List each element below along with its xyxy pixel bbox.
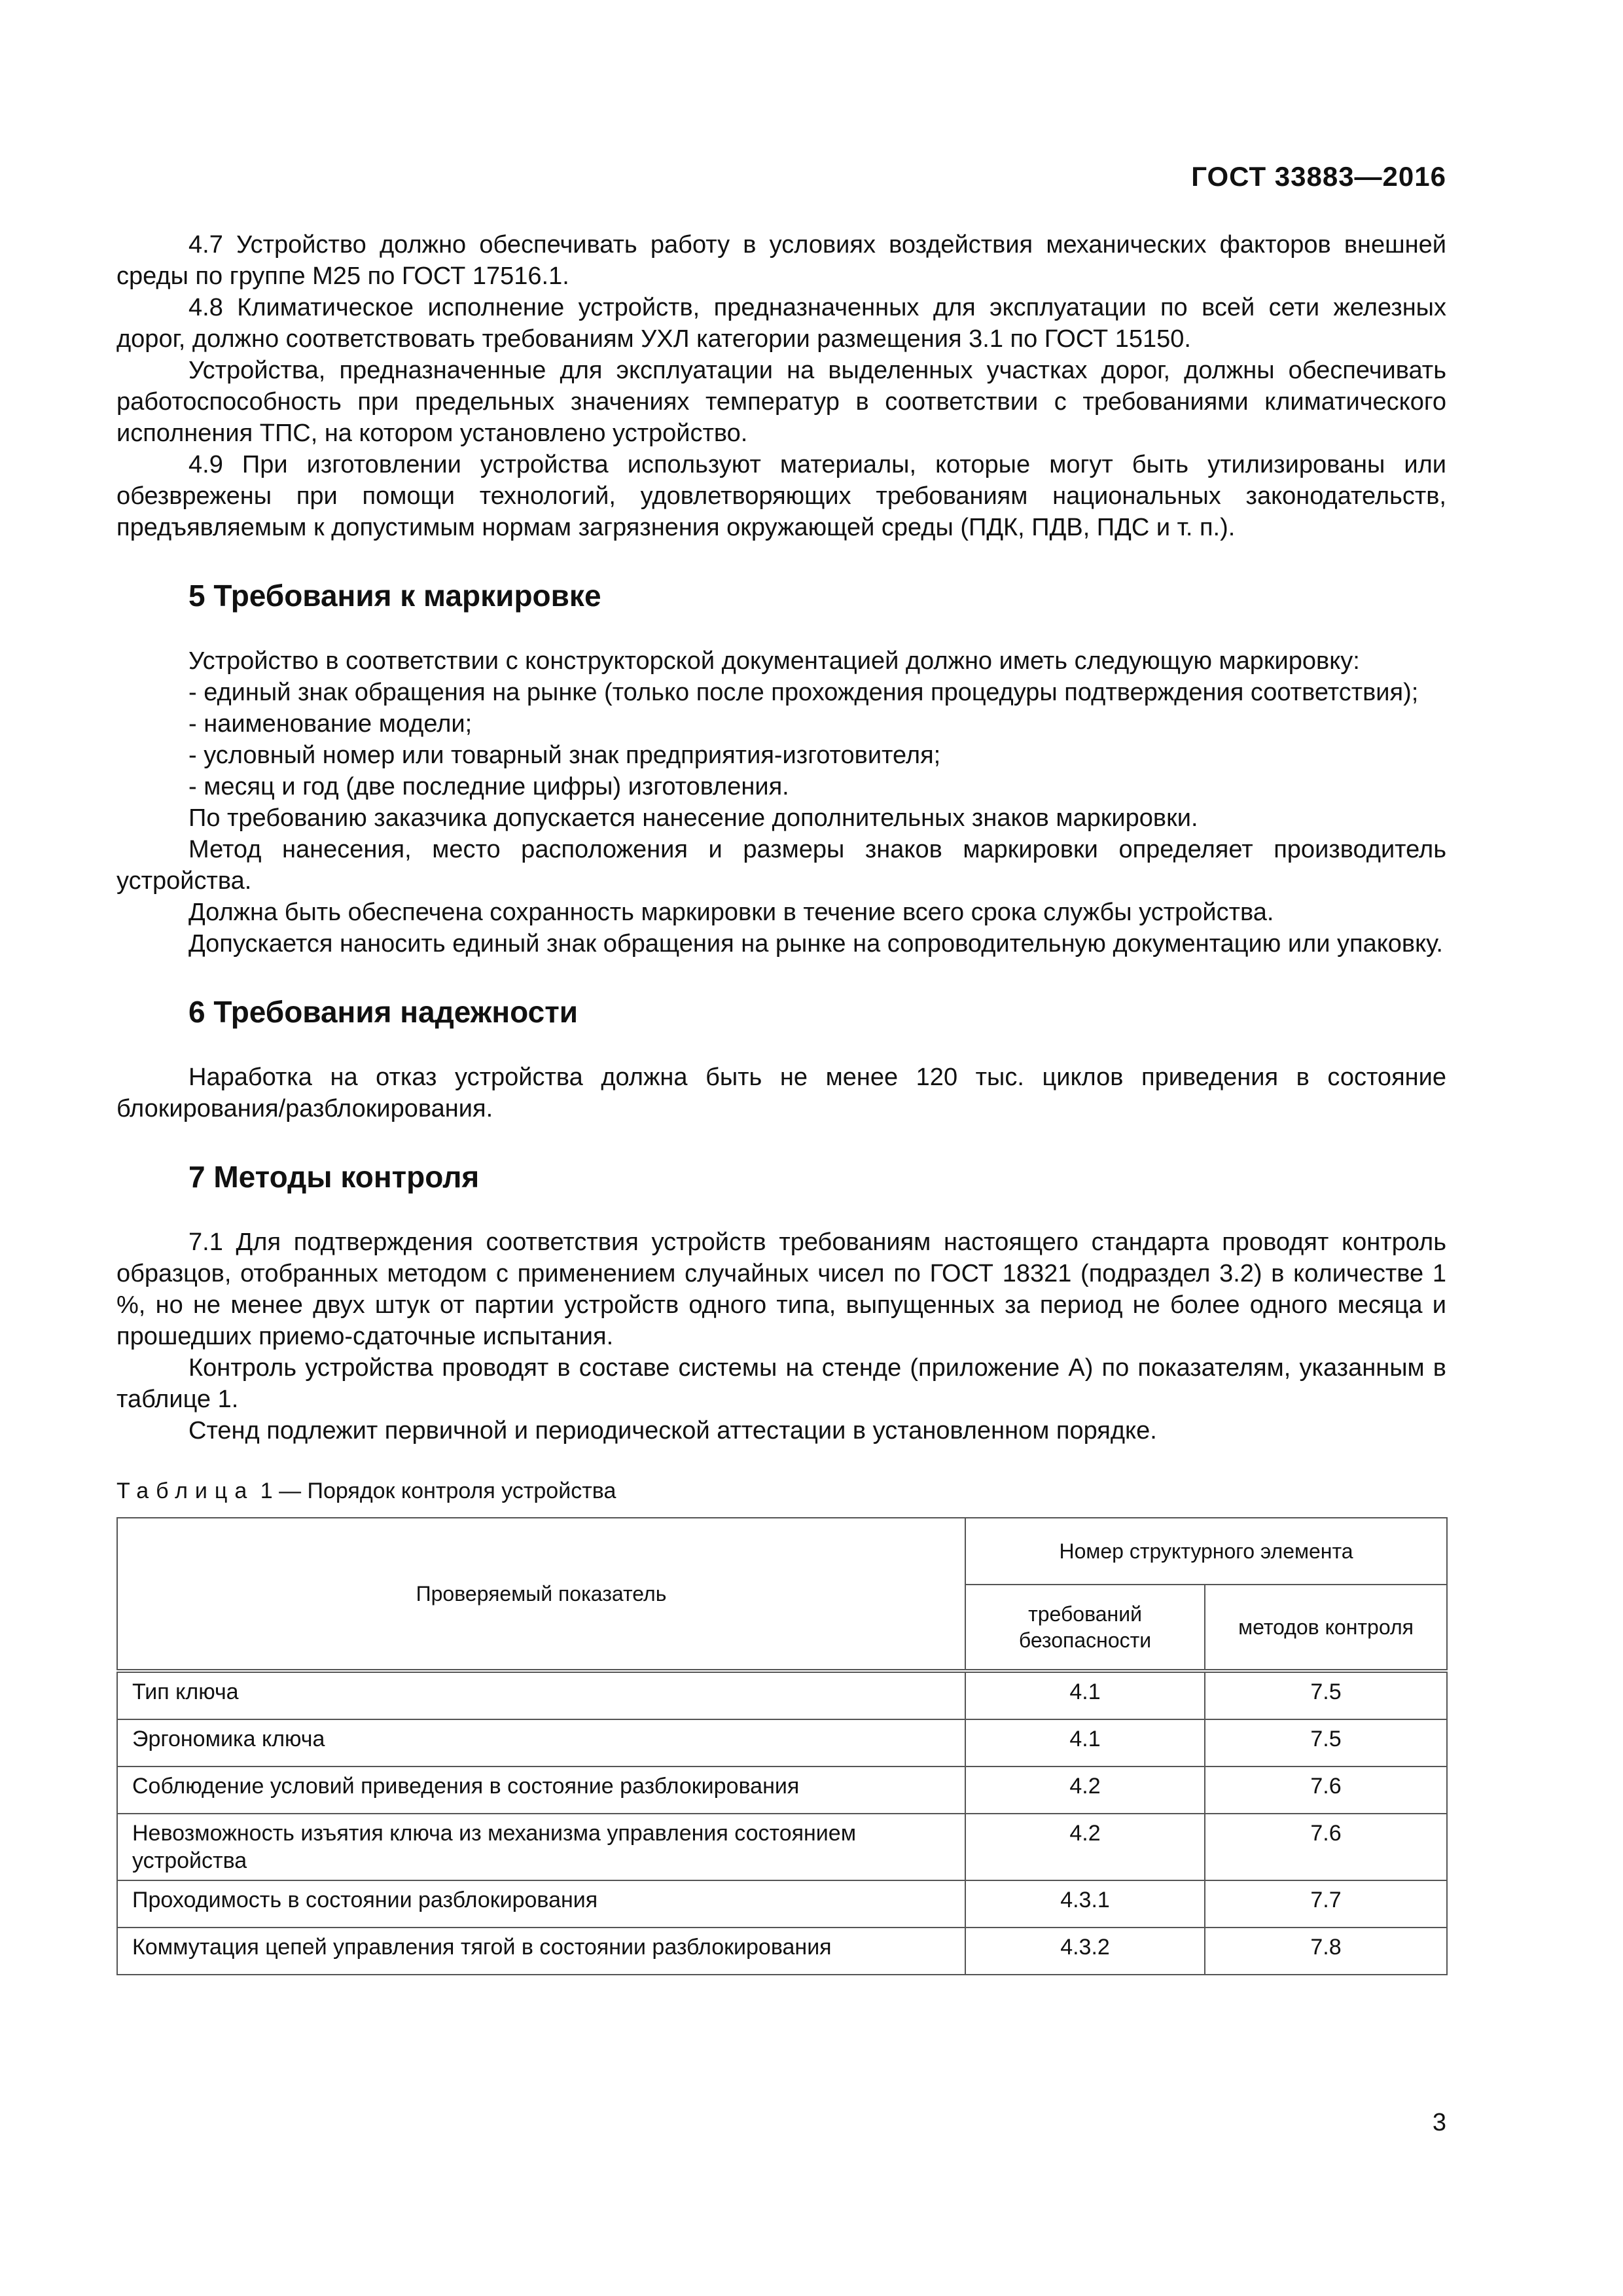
table-row: [117, 1928, 1447, 1975]
table-caption-title: 1 — Порядок контроля устройства: [254, 1479, 616, 1503]
row-indicator: Эргономика ключа: [117, 1719, 965, 1767]
row-indicator: Тип ключа: [117, 1671, 965, 1719]
header-control-methods: методов контроля: [1205, 1585, 1447, 1671]
table-row: [117, 1767, 1447, 1814]
section-6-paragraph: Наработка на отказ устройства должна быть не менее 120 тыс. циклов приведения в состояние блокирования/разблокирования.: [116, 1064, 1446, 1122]
document-header: ГОСТ 33883—2016: [1191, 161, 1446, 192]
marking-list-item: - наименование модели;: [188, 710, 473, 738]
paragraph-4-9: 4.9 При изготовлении устройства используют материалы, которые могут быть утилизированы или обезврежены при помощи технологий, удовлетворяющих требованиям национальных законодательств, предъявляемым к допустимым нормам загрязнения окружающей среды (ПДК, ПДВ, ПДС и т. п.).: [116, 451, 1446, 541]
row-requirement: 4.2: [965, 1767, 1205, 1814]
row-requirement: 4.2: [965, 1814, 1205, 1880]
row-method: 7.8: [1205, 1928, 1447, 1975]
section-5-paragraph: По требованию заказчика допускается нанесение дополнительных знаков маркировки.: [188, 804, 1198, 832]
marking-list-item: - единый знак обращения на рынке (только после прохождения процедуры подтверждения соответствия);: [188, 679, 1419, 706]
row-indicator: Коммутация цепей управления тягой в состоянии разблокирования: [117, 1928, 965, 1975]
row-indicator: Невозможность изъятия ключа из механизма управления состоянием устройства: [117, 1814, 965, 1880]
paragraph-7-1: 7.1 Для подтверждения соответствия устройств требованиям настоящего стандарта проводят контроль образцов, отобранных методом с применением случайных чисел по ГОСТ 18321 (подраздел 3.2) в количестве 1 %, но не менее двух штук от партии устройств одного типа, выпущенных за период не более одного месяца и прошедших приемо-сдаточные испытания.: [116, 1229, 1446, 1350]
row-method: 7.6: [1205, 1814, 1447, 1880]
table-row: [117, 1880, 1447, 1928]
section-5-paragraph: Метод нанесения, место расположения и размеры знаков маркировки определяет производитель устройства.: [116, 836, 1446, 895]
control-table: [116, 1517, 1448, 1975]
table-caption-label: Таблица: [116, 1479, 255, 1503]
header-element-number: Номер структурного элемента: [965, 1518, 1447, 1585]
row-method: 7.5: [1205, 1719, 1447, 1767]
marking-list-item: - месяц и год (две последние цифры) изготовления.: [188, 773, 789, 800]
row-requirement: 4.3.1: [965, 1880, 1205, 1928]
section-7-paragraph: Стенд подлежит первичной и периодической аттестации в установленном порядке.: [188, 1417, 1157, 1444]
header-safety-requirements: требований безопасности: [965, 1585, 1205, 1671]
marking-list-item: - условный номер или товарный знак предприятия-изготовителя;: [188, 742, 941, 769]
row-requirement: 4.1: [965, 1671, 1205, 1719]
row-method: 7.7: [1205, 1880, 1447, 1928]
row-method: 7.5: [1205, 1671, 1447, 1719]
section-7-heading: 7 Методы контроля: [188, 1160, 480, 1194]
table-row: [117, 1671, 1447, 1719]
table-caption: [116, 1477, 1446, 1505]
section-6-heading: 6 Требования надежности: [188, 995, 579, 1029]
row-indicator: Проходимость в состоянии разблокирования: [117, 1880, 965, 1928]
section-5-heading: 5 Требования к маркировке: [188, 579, 601, 613]
section-5-paragraph: Устройство в соответствии с конструкторской документацией должно иметь следующую маркировку:: [188, 647, 1360, 675]
section-5-paragraph: Допускается наносить единый знак обращения на рынке на сопроводительную документацию или упаковку.: [188, 930, 1443, 958]
paragraph-4-8: 4.8 Климатическое исполнение устройств, предназначенных для эксплуатации по всей сети железных дорог, должно соответствовать требованиям УХЛ категории размещения 3.1 по ГОСТ 15150.: [116, 294, 1446, 353]
row-requirement: 4.3.2: [965, 1928, 1205, 1975]
header-indicator: Проверяемый показатель: [117, 1518, 965, 1671]
row-method: 7.6: [1205, 1767, 1447, 1814]
row-requirement: 4.1: [965, 1719, 1205, 1767]
section-5-paragraph: Должна быть обеспечена сохранность маркировки в течение всего срока службы устройства.: [188, 899, 1274, 926]
section-7-paragraph: Контроль устройства проводят в составе системы на стенде (приложение А) по показателям, указанным в таблице 1.: [116, 1354, 1446, 1413]
table-row: [117, 1814, 1447, 1880]
table-row: [117, 1719, 1447, 1767]
page-number: 3: [1432, 2109, 1446, 2136]
row-indicator: Соблюдение условий приведения в состояние разблокирования: [117, 1767, 965, 1814]
document-body: [116, 229, 1446, 1975]
paragraph-4-7: 4.7 Устройство должно обеспечивать работу в условиях воздействия механических факторов внешней среды по группе М25 по ГОСТ 17516.1.: [116, 231, 1446, 290]
paragraph-4-8-continued: Устройства, предназначенные для эксплуатации на выделенных участках дорог, должны обеспечивать работоспособность при предельных значениях температур в соответствии с требованиями климатического исполнения ТПС, на котором установлено устройство.: [116, 357, 1446, 447]
